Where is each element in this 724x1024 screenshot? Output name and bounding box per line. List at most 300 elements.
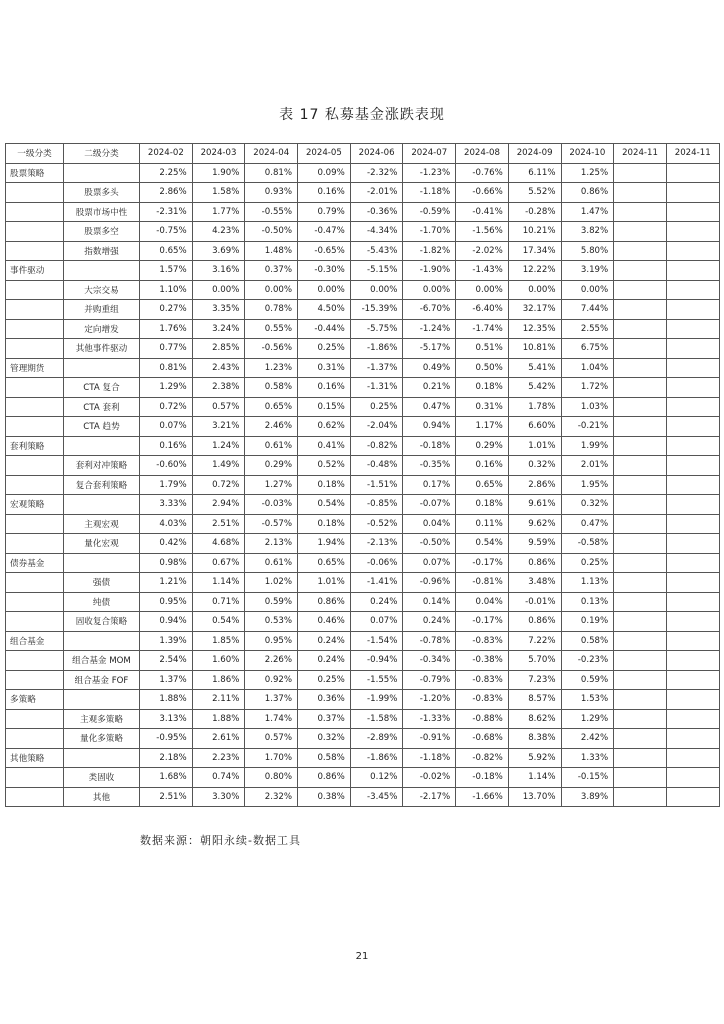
level1-category-cell <box>6 670 64 690</box>
value-cell: 0.38% <box>298 787 351 807</box>
value-cell: 0.55% <box>245 319 298 339</box>
value-cell: -0.18% <box>403 436 456 456</box>
value-cell: 5.92% <box>508 748 561 768</box>
value-cell: 1.21% <box>140 573 193 593</box>
value-cell: 0.51% <box>456 339 509 359</box>
header-month: 2024-07 <box>403 144 456 164</box>
level1-category-cell <box>6 534 64 554</box>
value-cell: 6.60% <box>508 417 561 437</box>
table-row <box>6 163 720 183</box>
value-cell: 8.62% <box>508 709 561 729</box>
value-cell <box>614 768 667 788</box>
value-cell: 0.94% <box>403 417 456 437</box>
value-cell <box>614 475 667 495</box>
table-row <box>6 319 720 339</box>
value-cell: 1.85% <box>192 631 245 651</box>
level2-category-cell: 主观宏观 <box>64 514 140 534</box>
value-cell <box>666 183 719 203</box>
level1-category-cell: 多策略 <box>6 690 64 710</box>
value-cell: 1.37% <box>140 670 193 690</box>
value-cell <box>614 436 667 456</box>
level2-category-cell <box>64 436 140 456</box>
value-cell <box>614 202 667 222</box>
level1-category-cell <box>6 417 64 437</box>
value-cell <box>666 300 719 320</box>
table-row <box>6 300 720 320</box>
value-cell: 0.32% <box>298 729 351 749</box>
level1-category-cell <box>6 651 64 671</box>
value-cell: -1.86% <box>350 748 403 768</box>
value-cell: 0.46% <box>298 612 351 632</box>
value-cell <box>614 787 667 807</box>
value-cell: 0.25% <box>561 553 614 573</box>
value-cell <box>666 319 719 339</box>
value-cell: 0.65% <box>140 241 193 261</box>
value-cell: -0.83% <box>456 670 509 690</box>
value-cell: -1.18% <box>403 183 456 203</box>
level1-category-cell <box>6 592 64 612</box>
value-cell <box>614 280 667 300</box>
value-cell: 3.69% <box>192 241 245 261</box>
value-cell: 0.72% <box>140 397 193 417</box>
value-cell: 0.58% <box>561 631 614 651</box>
value-cell <box>614 495 667 515</box>
value-cell: 3.24% <box>192 319 245 339</box>
table-row <box>6 592 720 612</box>
value-cell: 0.00% <box>245 280 298 300</box>
level1-category-cell: 其他策略 <box>6 748 64 768</box>
value-cell: -1.18% <box>403 748 456 768</box>
value-cell: 9.61% <box>508 495 561 515</box>
value-cell: 0.00% <box>508 280 561 300</box>
value-cell: 0.59% <box>561 670 614 690</box>
level2-category-cell <box>64 261 140 281</box>
value-cell: 1.72% <box>561 378 614 398</box>
value-cell: 0.65% <box>298 553 351 573</box>
value-cell: 1.37% <box>245 690 298 710</box>
value-cell <box>614 319 667 339</box>
value-cell: 2.13% <box>245 534 298 554</box>
value-cell: 1.10% <box>140 280 193 300</box>
value-cell: 1.29% <box>561 709 614 729</box>
value-cell: -6.40% <box>456 300 509 320</box>
level2-category-cell <box>64 690 140 710</box>
value-cell: 0.86% <box>508 553 561 573</box>
value-cell: -0.65% <box>298 241 351 261</box>
value-cell: 4.50% <box>298 300 351 320</box>
value-cell: -1.33% <box>403 709 456 729</box>
value-cell: 0.67% <box>192 553 245 573</box>
level1-category-cell: 事件驱动 <box>6 261 64 281</box>
header-month: 2024-06 <box>350 144 403 164</box>
value-cell: 2.26% <box>245 651 298 671</box>
value-cell: -0.88% <box>456 709 509 729</box>
value-cell: 0.86% <box>508 612 561 632</box>
value-cell: 8.38% <box>508 729 561 749</box>
level2-category-cell: 主观多策略 <box>64 709 140 729</box>
value-cell: 9.62% <box>508 514 561 534</box>
table-row <box>6 534 720 554</box>
value-cell: 0.93% <box>245 183 298 203</box>
level1-category-cell <box>6 280 64 300</box>
value-cell: 1.78% <box>508 397 561 417</box>
level1-category-cell <box>6 339 64 359</box>
value-cell: 1.76% <box>140 319 193 339</box>
value-cell: 1.25% <box>561 163 614 183</box>
value-cell: -1.82% <box>403 241 456 261</box>
value-cell: -0.52% <box>350 514 403 534</box>
value-cell <box>614 631 667 651</box>
level2-category-cell: 并购重组 <box>64 300 140 320</box>
value-cell: 0.25% <box>298 339 351 359</box>
value-cell: 0.36% <box>298 690 351 710</box>
value-cell: 12.35% <box>508 319 561 339</box>
value-cell <box>666 553 719 573</box>
value-cell: -0.48% <box>350 456 403 476</box>
value-cell: 1.49% <box>192 456 245 476</box>
level2-category-cell: 类固收 <box>64 768 140 788</box>
value-cell: 2.25% <box>140 163 193 183</box>
header-month: 2024-09 <box>508 144 561 164</box>
table-row <box>6 436 720 456</box>
value-cell: 1.14% <box>192 573 245 593</box>
value-cell: -0.35% <box>403 456 456 476</box>
level1-category-cell <box>6 475 64 495</box>
value-cell: -0.94% <box>350 651 403 671</box>
table-row <box>6 475 720 495</box>
table-row <box>6 787 720 807</box>
level2-category-cell: 大宗交易 <box>64 280 140 300</box>
level2-category-cell: 组合基金 FOF <box>64 670 140 690</box>
table-row <box>6 631 720 651</box>
table-row <box>6 670 720 690</box>
value-cell: 1.99% <box>561 436 614 456</box>
table-body <box>6 163 720 807</box>
level2-category-cell: 量化多策略 <box>64 729 140 749</box>
level2-category-cell: CTA 套利 <box>64 397 140 417</box>
value-cell: 1.95% <box>561 475 614 495</box>
value-cell: -0.01% <box>508 592 561 612</box>
level2-category-cell: 强债 <box>64 573 140 593</box>
value-cell: 1.68% <box>140 768 193 788</box>
value-cell: 5.41% <box>508 358 561 378</box>
value-cell: 0.57% <box>192 397 245 417</box>
value-cell: -3.45% <box>350 787 403 807</box>
value-cell: -0.85% <box>350 495 403 515</box>
level2-category-cell <box>64 748 140 768</box>
table-row <box>6 241 720 261</box>
value-cell: -0.59% <box>403 202 456 222</box>
value-cell: 0.78% <box>245 300 298 320</box>
value-cell: 0.92% <box>245 670 298 690</box>
table-row <box>6 183 720 203</box>
level2-category-cell <box>64 553 140 573</box>
level1-category-cell <box>6 378 64 398</box>
value-cell: 0.72% <box>192 475 245 495</box>
value-cell: -1.56% <box>456 222 509 242</box>
value-cell: -5.15% <box>350 261 403 281</box>
value-cell: 4.68% <box>192 534 245 554</box>
value-cell: 0.65% <box>245 397 298 417</box>
value-cell: 32.17% <box>508 300 561 320</box>
value-cell: 1.23% <box>245 358 298 378</box>
table-row <box>6 748 720 768</box>
value-cell: -0.23% <box>561 651 614 671</box>
value-cell: 1.77% <box>192 202 245 222</box>
value-cell: 2.86% <box>508 475 561 495</box>
header-month: 2024-03 <box>192 144 245 164</box>
value-cell: 2.18% <box>140 748 193 768</box>
table-row <box>6 202 720 222</box>
value-cell: 0.24% <box>298 651 351 671</box>
value-cell: 0.07% <box>350 612 403 632</box>
value-cell: -0.66% <box>456 183 509 203</box>
value-cell: -5.17% <box>403 339 456 359</box>
value-cell: 1.24% <box>192 436 245 456</box>
table-row <box>6 378 720 398</box>
value-cell: 0.31% <box>298 358 351 378</box>
value-cell: 0.62% <box>298 417 351 437</box>
value-cell: 0.18% <box>298 475 351 495</box>
value-cell: 0.37% <box>298 709 351 729</box>
value-cell <box>666 573 719 593</box>
value-cell: 0.54% <box>298 495 351 515</box>
value-cell <box>666 378 719 398</box>
value-cell: -0.75% <box>140 222 193 242</box>
value-cell: -2.02% <box>456 241 509 261</box>
table-row <box>6 709 720 729</box>
value-cell: 0.71% <box>192 592 245 612</box>
value-cell: 0.00% <box>192 280 245 300</box>
value-cell: 0.24% <box>298 631 351 651</box>
value-cell: -1.23% <box>403 163 456 183</box>
header-month: 2024-02 <box>140 144 193 164</box>
value-cell: -1.31% <box>350 378 403 398</box>
value-cell: -1.99% <box>350 690 403 710</box>
value-cell: 2.51% <box>192 514 245 534</box>
value-cell: -1.86% <box>350 339 403 359</box>
value-cell: 0.77% <box>140 339 193 359</box>
value-cell: 0.07% <box>140 417 193 437</box>
value-cell: 10.81% <box>508 339 561 359</box>
value-cell <box>666 612 719 632</box>
value-cell: 0.09% <box>298 163 351 183</box>
value-cell: 10.21% <box>508 222 561 242</box>
value-cell: 3.21% <box>192 417 245 437</box>
value-cell: 2.38% <box>192 378 245 398</box>
value-cell <box>666 339 719 359</box>
value-cell: 8.57% <box>508 690 561 710</box>
value-cell: -1.24% <box>403 319 456 339</box>
value-cell: 2.42% <box>561 729 614 749</box>
value-cell: -1.37% <box>350 358 403 378</box>
value-cell: 0.17% <box>403 475 456 495</box>
value-cell: 1.94% <box>298 534 351 554</box>
level1-category-cell <box>6 612 64 632</box>
value-cell <box>666 534 719 554</box>
value-cell: 1.27% <box>245 475 298 495</box>
value-cell: 0.32% <box>561 495 614 515</box>
table-row <box>6 651 720 671</box>
level2-category-cell: 组合基金 MOM <box>64 651 140 671</box>
value-cell: -1.51% <box>350 475 403 495</box>
value-cell: -0.34% <box>403 651 456 671</box>
value-cell: 3.13% <box>140 709 193 729</box>
value-cell: 0.24% <box>403 612 456 632</box>
value-cell: 2.43% <box>192 358 245 378</box>
value-cell: -1.43% <box>456 261 509 281</box>
header-level1: 一级分类 <box>6 144 64 164</box>
level2-category-cell <box>64 631 140 651</box>
header-level2: 二级分类 <box>64 144 140 164</box>
value-cell: -1.90% <box>403 261 456 281</box>
table-row <box>6 339 720 359</box>
value-cell: 1.58% <box>192 183 245 203</box>
value-cell: 13.70% <box>508 787 561 807</box>
table-row <box>6 573 720 593</box>
value-cell: -0.68% <box>456 729 509 749</box>
value-cell <box>614 553 667 573</box>
value-cell: -1.55% <box>350 670 403 690</box>
value-cell: 0.29% <box>245 456 298 476</box>
value-cell: -0.58% <box>561 534 614 554</box>
value-cell: 7.23% <box>508 670 561 690</box>
fund-performance-table <box>5 143 720 807</box>
table-row <box>6 612 720 632</box>
level2-category-cell <box>64 495 140 515</box>
value-cell: -0.60% <box>140 456 193 476</box>
value-cell: 0.37% <box>245 261 298 281</box>
value-cell: 0.58% <box>298 748 351 768</box>
value-cell: 2.46% <box>245 417 298 437</box>
level1-category-cell: 套利策略 <box>6 436 64 456</box>
header-month: 2024-08 <box>456 144 509 164</box>
value-cell: 2.51% <box>140 787 193 807</box>
value-cell <box>666 592 719 612</box>
value-cell: -0.50% <box>245 222 298 242</box>
value-cell: -0.79% <box>403 670 456 690</box>
value-cell: 0.57% <box>245 729 298 749</box>
table-row <box>6 261 720 281</box>
value-cell <box>614 456 667 476</box>
value-cell <box>666 241 719 261</box>
value-cell <box>614 534 667 554</box>
level2-category-cell <box>64 163 140 183</box>
value-cell: 0.16% <box>140 436 193 456</box>
value-cell <box>666 475 719 495</box>
value-cell: 5.80% <box>561 241 614 261</box>
value-cell: 3.35% <box>192 300 245 320</box>
value-cell: 1.04% <box>561 358 614 378</box>
value-cell: -1.20% <box>403 690 456 710</box>
value-cell: 2.11% <box>192 690 245 710</box>
value-cell: -0.18% <box>456 768 509 788</box>
value-cell <box>614 670 667 690</box>
value-cell: 0.52% <box>298 456 351 476</box>
level1-category-cell <box>6 573 64 593</box>
value-cell: 0.54% <box>192 612 245 632</box>
value-cell <box>666 768 719 788</box>
value-cell: 0.07% <box>403 553 456 573</box>
value-cell: 2.94% <box>192 495 245 515</box>
level1-category-cell <box>6 222 64 242</box>
value-cell: 1.53% <box>561 690 614 710</box>
value-cell: 1.88% <box>192 709 245 729</box>
value-cell: -0.83% <box>456 690 509 710</box>
value-cell: 0.13% <box>561 592 614 612</box>
value-cell: 1.29% <box>140 378 193 398</box>
value-cell: 1.48% <box>245 241 298 261</box>
table-row <box>6 690 720 710</box>
level1-category-cell <box>6 241 64 261</box>
value-cell <box>614 339 667 359</box>
value-cell: 5.70% <box>508 651 561 671</box>
table-header-row <box>6 144 720 164</box>
value-cell <box>666 202 719 222</box>
level2-category-cell: 股票多空 <box>64 222 140 242</box>
value-cell: 0.95% <box>245 631 298 651</box>
value-cell: -1.41% <box>350 573 403 593</box>
value-cell: 0.11% <box>456 514 509 534</box>
value-cell: 3.48% <box>508 573 561 593</box>
value-cell: -0.78% <box>403 631 456 651</box>
value-cell: 2.23% <box>192 748 245 768</box>
value-cell: -2.01% <box>350 183 403 203</box>
header-month: 2024-10 <box>561 144 614 164</box>
value-cell <box>614 261 667 281</box>
source-note: 数据来源：朝阳永续-数据工具 <box>140 834 301 847</box>
level2-category-cell: 股票多头 <box>64 183 140 203</box>
value-cell: 0.15% <box>298 397 351 417</box>
level1-category-cell: 管理期货 <box>6 358 64 378</box>
value-cell <box>614 378 667 398</box>
value-cell: -0.38% <box>456 651 509 671</box>
value-cell: -0.76% <box>456 163 509 183</box>
value-cell: 0.58% <box>245 378 298 398</box>
value-cell: -0.07% <box>403 495 456 515</box>
value-cell: 0.95% <box>140 592 193 612</box>
value-cell: 1.74% <box>245 709 298 729</box>
table-row <box>6 358 720 378</box>
value-cell <box>666 514 719 534</box>
value-cell: -0.91% <box>403 729 456 749</box>
value-cell: -0.50% <box>403 534 456 554</box>
value-cell: 17.34% <box>508 241 561 261</box>
value-cell: 1.60% <box>192 651 245 671</box>
value-cell: 0.32% <box>508 456 561 476</box>
value-cell <box>614 222 667 242</box>
value-cell: -0.55% <box>245 202 298 222</box>
level1-category-cell: 股票策略 <box>6 163 64 183</box>
value-cell: 4.03% <box>140 514 193 534</box>
value-cell: -1.54% <box>350 631 403 651</box>
level1-category-cell <box>6 709 64 729</box>
value-cell: -0.96% <box>403 573 456 593</box>
level1-category-cell: 宏观策略 <box>6 495 64 515</box>
value-cell <box>666 495 719 515</box>
table-row <box>6 417 720 437</box>
value-cell: -0.30% <box>298 261 351 281</box>
value-cell <box>666 456 719 476</box>
value-cell: 6.11% <box>508 163 561 183</box>
level2-category-cell: 股票市场中性 <box>64 202 140 222</box>
value-cell: 1.79% <box>140 475 193 495</box>
level2-category-cell: CTA 复合 <box>64 378 140 398</box>
value-cell: 3.89% <box>561 787 614 807</box>
value-cell: 1.13% <box>561 573 614 593</box>
level1-category-cell <box>6 183 64 203</box>
value-cell: 0.00% <box>403 280 456 300</box>
